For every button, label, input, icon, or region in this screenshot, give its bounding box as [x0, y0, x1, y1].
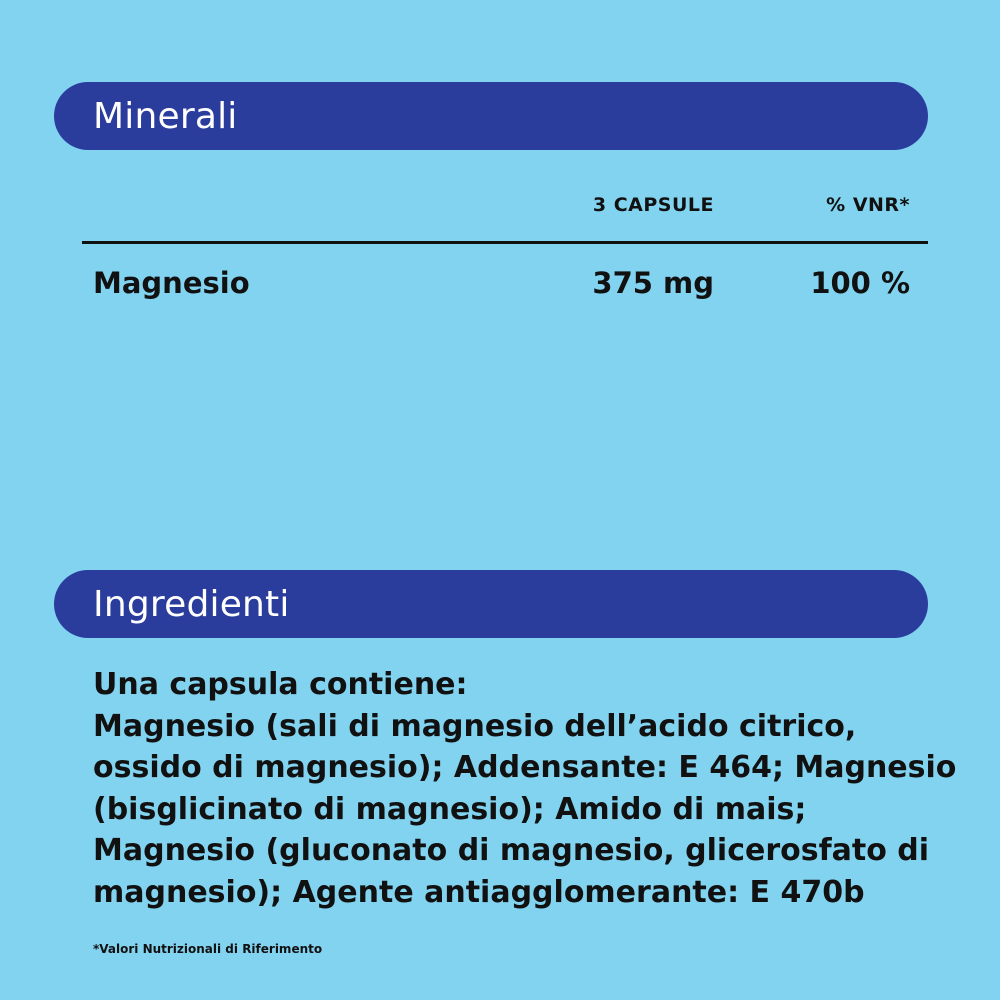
table-row-nutrient-name: Magnesio — [93, 266, 250, 300]
column-header-vnr: % VNR* — [826, 194, 910, 216]
ingredienti-title: Ingredienti — [93, 583, 290, 625]
footnote: *Valori Nutrizionali di Riferimento — [93, 942, 323, 956]
table-row-amount: 375 mg — [592, 266, 714, 300]
ingredients-line: magnesio); Agente antiagglomerante: E 470b — [93, 874, 865, 910]
table-divider — [82, 241, 928, 244]
ingredients-line: Magnesio (sali di magnesio dell’acido citrico, — [93, 708, 857, 744]
minerali-section-header — [54, 82, 928, 150]
ingredients-line: Magnesio (gluconato di magnesio, glicerosfato di — [93, 833, 930, 868]
table-row-vnr: 100 % — [810, 266, 910, 300]
ingredients-text — [93, 664, 957, 913]
ingredients-line: Una capsula contiene: — [93, 667, 468, 702]
ingredients-line: ossido di magnesio); Addensante: E 464; Magnesio — [93, 750, 957, 785]
ingredienti-section-header — [54, 570, 928, 638]
minerali-title: Minerali — [93, 95, 238, 137]
column-header-capsule: 3 CAPSULE — [592, 194, 714, 216]
ingredients-line: (bisglicinato di magnesio); Amido di mais; — [93, 791, 807, 827]
